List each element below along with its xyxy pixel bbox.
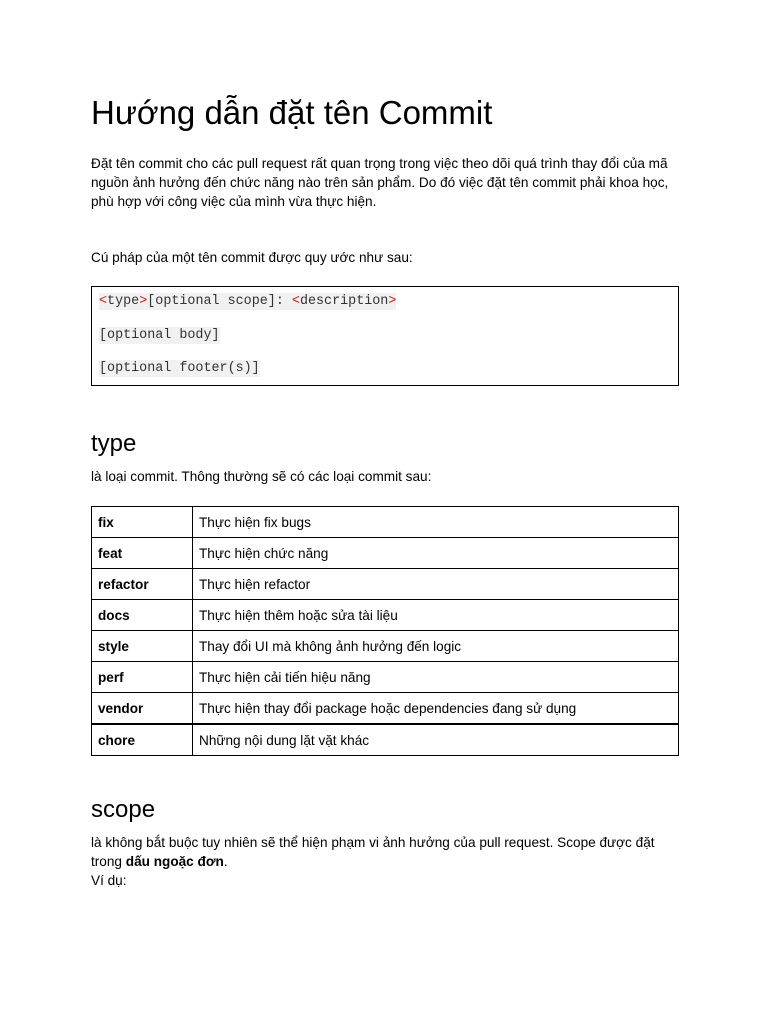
code-line-header <box>99 293 396 310</box>
code-description-placeholder: description <box>299 294 389 309</box>
table-row <box>92 569 679 600</box>
code-line-footer: [optional footer(s)] <box>99 361 260 376</box>
code-line-body: [optional body] <box>99 328 220 343</box>
table-row <box>92 507 679 538</box>
type-key-cell: docs <box>92 600 193 631</box>
code-angle-close: > <box>388 294 397 309</box>
type-key-cell: refactor <box>92 569 193 600</box>
scope-desc-text: là không bắt buộc tuy nhiên sẽ thể hiện phạm vi ảnh hưởng của pull request. Scope được đặt trong <box>91 835 655 869</box>
type-key-cell: fix <box>92 507 193 538</box>
type-key-cell: perf <box>92 662 193 693</box>
code-scope-placeholder: [optional scope]: <box>147 294 292 309</box>
type-value-cell: Thực hiện fix bugs <box>193 507 679 538</box>
table-row <box>92 724 679 756</box>
table-row <box>92 600 679 631</box>
table-row <box>92 662 679 693</box>
table-row <box>92 631 679 662</box>
table-row <box>92 538 679 569</box>
type-section-description: là loại commit. Thông thường sẽ có các loại commit sau: <box>91 469 432 484</box>
type-key-cell: chore <box>92 724 193 756</box>
code-type-placeholder: type <box>107 294 140 309</box>
type-value-cell: Thực hiện thêm hoặc sửa tài liệu <box>193 600 679 631</box>
scope-section-heading: scope <box>91 796 156 823</box>
code-angle-open: < <box>291 294 300 309</box>
type-value-cell: Thực hiện refactor <box>193 569 679 600</box>
page-title: Hướng dẫn đặt tên Commit <box>91 94 493 131</box>
type-key-cell: style <box>92 631 193 662</box>
syntax-intro-text: Cú pháp của một tên commit được quy ước như sau: <box>91 250 413 265</box>
scope-desc-end: . <box>223 854 228 869</box>
type-value-cell: Thực hiện thay đổi package hoặc dependencies đang sử dụng <box>193 693 679 725</box>
commit-types-table <box>91 506 679 756</box>
code-angle-open: < <box>99 294 108 309</box>
commit-syntax-code-block <box>91 286 679 386</box>
type-value-cell: Thay đổi UI mà không ảnh hưởng đến logic <box>193 631 679 662</box>
type-value-cell: Những nội dung lặt vặt khác <box>193 724 679 756</box>
scope-section-description <box>91 833 681 871</box>
code-angle-close: > <box>139 294 148 309</box>
type-key-cell: feat <box>92 538 193 569</box>
table-row <box>92 693 679 725</box>
type-key-cell: vendor <box>92 693 193 725</box>
type-value-cell: Thực hiện cải tiến hiệu năng <box>193 662 679 693</box>
type-section-heading: type <box>91 430 137 457</box>
type-value-cell: Thực hiện chức năng <box>193 538 679 569</box>
scope-desc-emphasis: dấu ngoặc đơn <box>125 854 224 869</box>
intro-paragraph: Đặt tên commit cho các pull request rất quan trọng trong việc theo dõi quá trình thay đổi của mã nguồn ảnh hưởng đến chức năng nào trên sản phẩm. Do đó việc đặt tên commit phải khoa học, phù hợp với công việc của mình vừa thực hiện. <box>91 156 669 209</box>
scope-example-label: Ví dụ: <box>91 873 127 888</box>
